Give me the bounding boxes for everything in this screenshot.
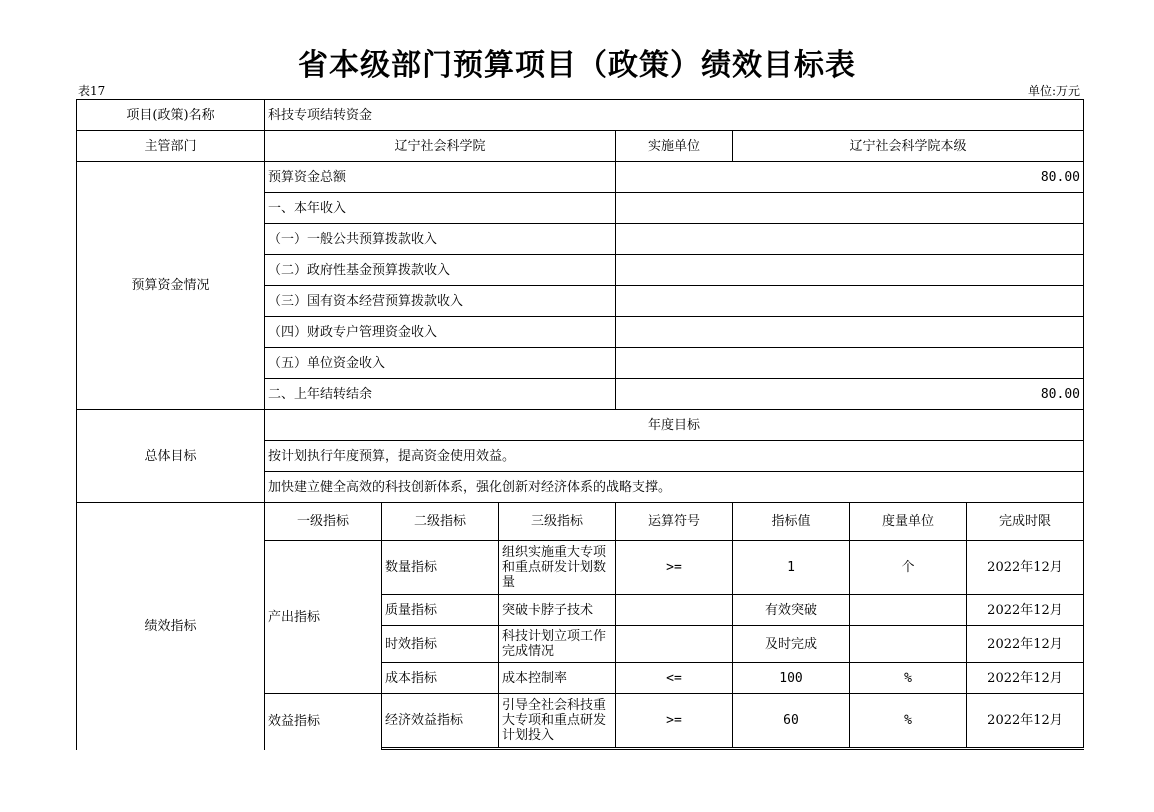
budget-item-value (616, 255, 1084, 286)
deadline-cell: 2022年12月 (967, 626, 1084, 663)
impl-label: 实施单位 (616, 131, 733, 162)
budget-item-value (616, 224, 1084, 255)
perf-header-cell: 二级指标 (382, 503, 499, 541)
value-cell: 有效突破 (733, 595, 850, 626)
level2-cell: 数量指标 (382, 541, 499, 595)
value-cell: 1 (733, 541, 850, 595)
perf-header-cell: 三级指标 (499, 503, 616, 541)
budget-item-label: （三）国有资本经营预算拨款收入 (265, 286, 616, 317)
budget-item-value: 80.00 (616, 162, 1084, 193)
unit-cell: % (850, 663, 967, 694)
perf-label: 绩效指标 (77, 503, 265, 750)
project-value: 科技专项结转资金 (265, 100, 1084, 131)
level1-output: 产出指标 (265, 541, 382, 694)
operator-cell (616, 626, 733, 663)
perf-header-cell: 一级指标 (265, 503, 382, 541)
level3-cell: 组织实施重大专项和重点研发计划数量 (499, 541, 616, 595)
operator-cell (616, 595, 733, 626)
perf-header-cell: 运算符号 (616, 503, 733, 541)
budget-row (77, 162, 1084, 193)
perf-header-cell: 度量单位 (850, 503, 967, 541)
unit-cell (850, 595, 967, 626)
level3-cell: 突破卡脖子技术 (499, 595, 616, 626)
deadline-cell: 2022年12月 (967, 663, 1084, 694)
level2-cell: 质量指标 (382, 595, 499, 626)
perf-header-cell: 指标值 (733, 503, 850, 541)
budget-item-value (616, 348, 1084, 379)
deadline-cell: 2022年12月 (967, 694, 1084, 748)
value-cell: 100 (733, 663, 850, 694)
overall-goal-line: 按计划执行年度预算，提高资金使用效益。 (265, 441, 1084, 472)
budget-item-value (616, 286, 1084, 317)
operator-cell: >= (616, 541, 733, 595)
perf-header-row (77, 503, 1084, 541)
overall-goal-line: 加快建立健全高效的科技创新体系，强化创新对经济体系的战略支撑。 (265, 472, 1084, 503)
unit-cell: 个 (850, 541, 967, 595)
level1-benefit: 效益指标 (265, 694, 382, 750)
budget-item-label: （五）单位资金收入 (265, 348, 616, 379)
level2-cell: 时效指标 (382, 626, 499, 663)
department-row (77, 131, 1084, 162)
unit-label: 单位:万元 (1027, 84, 1080, 98)
level3-cell: 科技计划立项工作完成情况 (499, 626, 616, 663)
level2-cell: 成本指标 (382, 663, 499, 694)
dept-label: 主管部门 (77, 131, 265, 162)
value-cell: 及时完成 (733, 626, 850, 663)
budget-item-label: 一、本年收入 (265, 193, 616, 224)
performance-goal-table (76, 99, 1084, 750)
impl-value: 辽宁社会科学院本级 (733, 131, 1084, 162)
budget-item-value: 80.00 (616, 379, 1084, 410)
budget-item-label: （二）政府性基金预算拨款收入 (265, 255, 616, 286)
unit-cell (850, 626, 967, 663)
level3-cell: 引导全社会科技重大专项和重点研发计划投入 (499, 694, 616, 748)
page-title: 省本级部门预算项目（政策）绩效目标表 (298, 48, 856, 83)
budget-item-value (616, 193, 1084, 224)
budget-item-label: （四）财政专户管理资金收入 (265, 317, 616, 348)
budget-item-value (616, 317, 1084, 348)
annual-goal-header: 年度目标 (265, 410, 1084, 441)
table-number: 表17 (78, 84, 106, 98)
project-row (77, 100, 1084, 131)
overall-goal-row (77, 410, 1084, 441)
operator-cell: <= (616, 663, 733, 694)
budget-item-label: （一）一般公共预算拨款收入 (265, 224, 616, 255)
perf-header-cell: 完成时限 (967, 503, 1084, 541)
level2-cell: 经济效益指标 (382, 694, 499, 748)
dept-value: 辽宁社会科学院 (265, 131, 616, 162)
budget-item-label: 二、上年结转结余 (265, 379, 616, 410)
value-cell: 60 (733, 694, 850, 748)
deadline-cell: 2022年12月 (967, 595, 1084, 626)
budget-label: 预算资金情况 (77, 162, 265, 410)
operator-cell: >= (616, 694, 733, 748)
overall-label: 总体目标 (77, 410, 265, 503)
budget-item-label: 预算资金总额 (265, 162, 616, 193)
project-label: 项目(政策)名称 (77, 100, 265, 131)
level3-cell: 成本控制率 (499, 663, 616, 694)
unit-cell: % (850, 694, 967, 748)
deadline-cell: 2022年12月 (967, 541, 1084, 595)
